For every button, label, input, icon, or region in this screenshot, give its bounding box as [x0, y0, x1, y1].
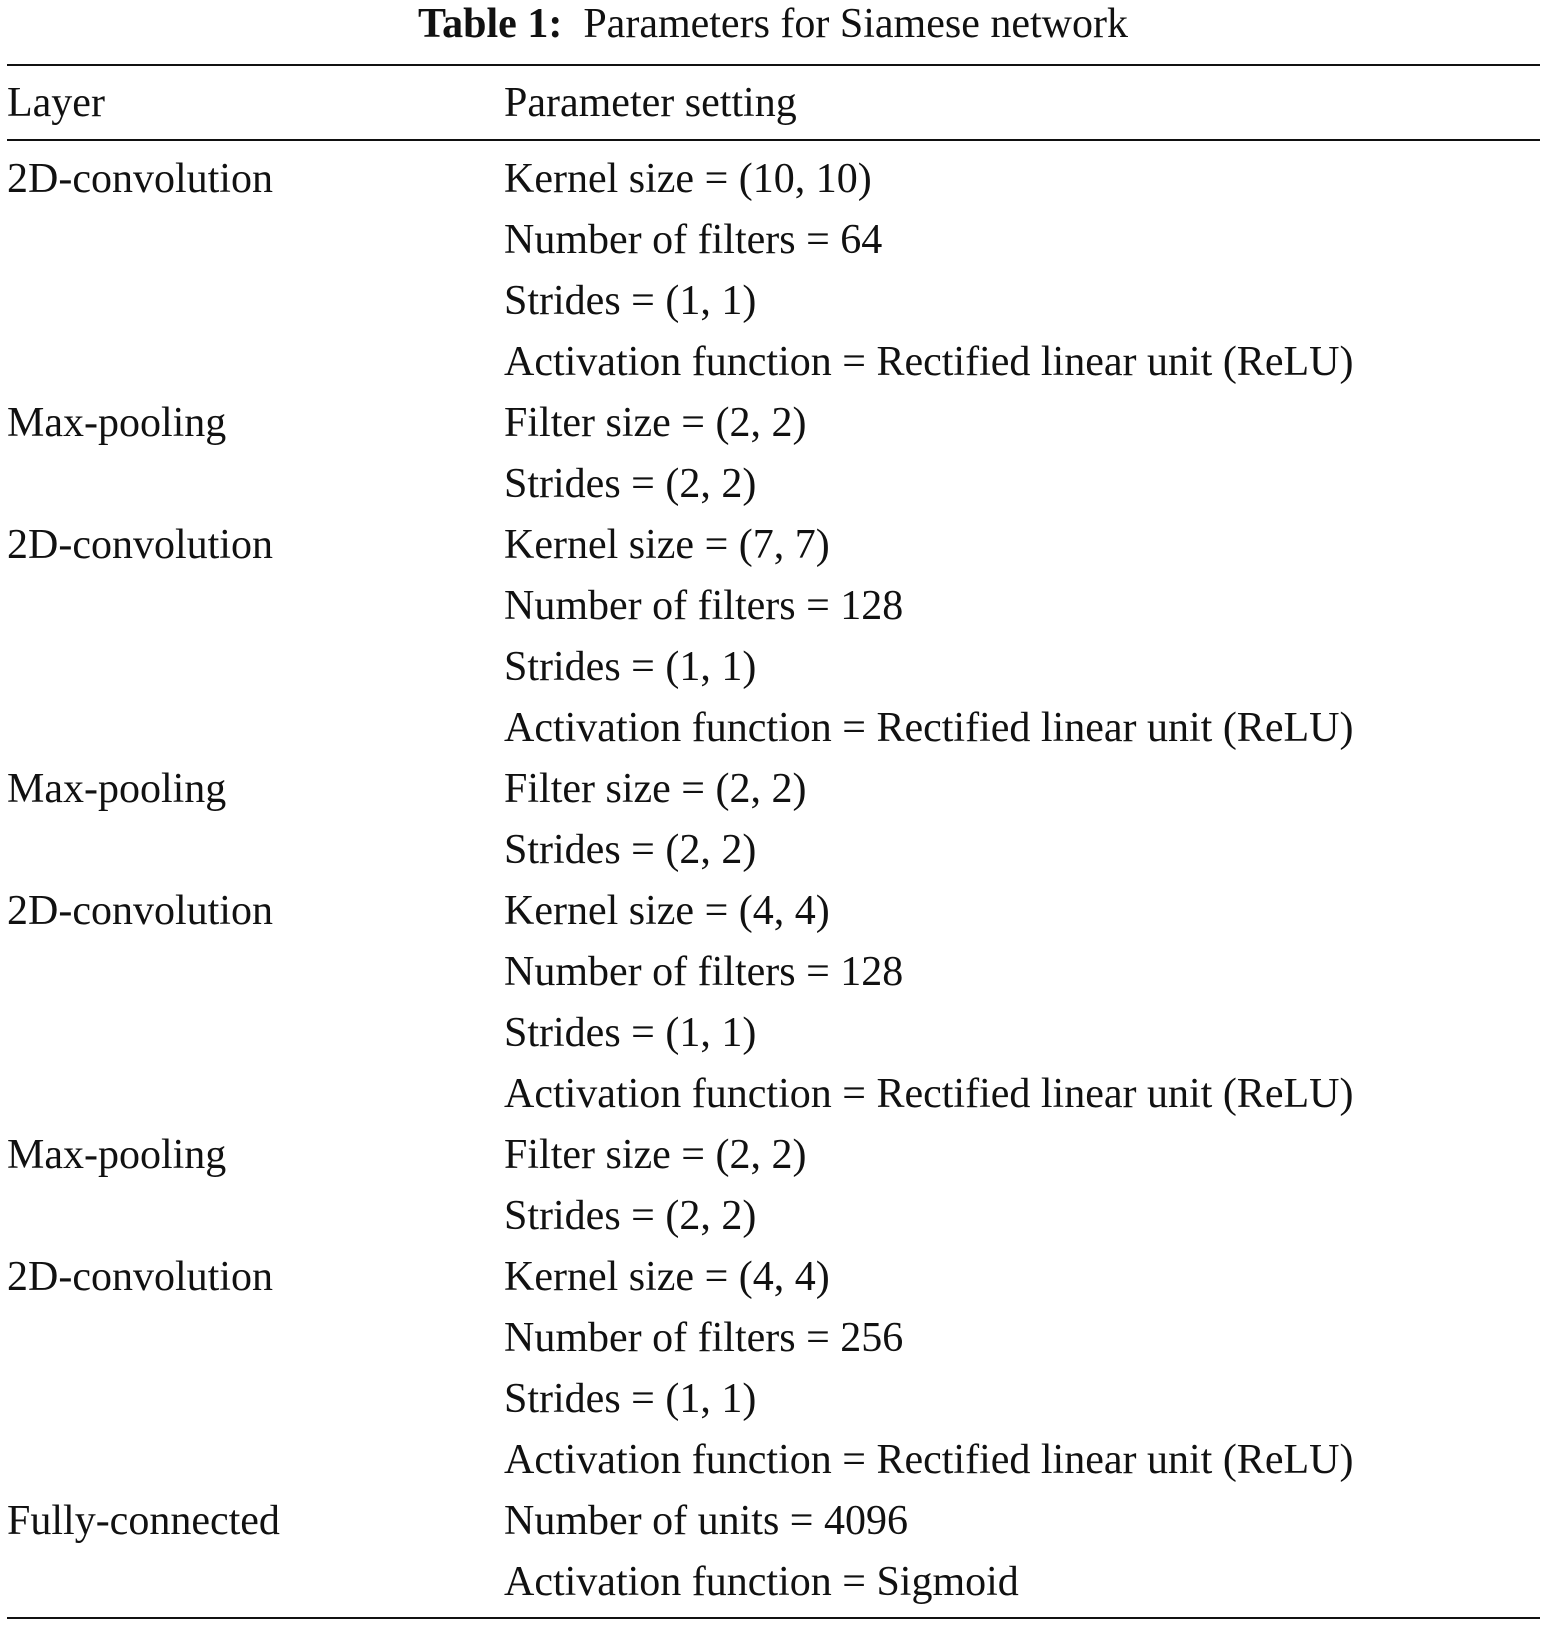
parameter-line: Strides = (2, 2)	[504, 827, 757, 873]
layer-name: 2D-convolution	[7, 522, 273, 568]
parameter-line: Kernel size = (4, 4)	[504, 1254, 830, 1300]
table-row	[7, 1125, 1540, 1247]
layer-name: Fully-connected	[7, 1498, 280, 1544]
layer-cell	[7, 515, 504, 576]
parameter-line: Number of filters = 128	[504, 583, 904, 629]
layer-cell	[7, 149, 504, 210]
table-row	[7, 1491, 1540, 1613]
layer-cell	[7, 393, 504, 454]
layer-name: Max-pooling	[7, 766, 227, 812]
header-layer: Layer	[7, 79, 105, 126]
parameter-line: Kernel size = (10, 10)	[504, 156, 872, 202]
layer-cell	[7, 1125, 504, 1186]
parameter-cell	[504, 515, 1540, 759]
table-row	[7, 393, 1540, 515]
table-row	[7, 515, 1540, 759]
layer-cell	[7, 1491, 504, 1552]
layer-name: Max-pooling	[7, 400, 227, 446]
bottom-rule	[7, 1617, 1540, 1619]
parameter-cell	[504, 1247, 1540, 1491]
parameter-cell	[504, 393, 1540, 515]
parameter-line: Strides = (2, 2)	[504, 1193, 757, 1239]
parameter-line: Strides = (1, 1)	[504, 644, 757, 690]
parameter-line: Activation function = Rectified linear unit (ReLU)	[504, 1437, 1354, 1483]
parameter-line: Kernel size = (7, 7)	[504, 522, 830, 568]
parameter-line: Activation function = Rectified linear unit (ReLU)	[504, 705, 1354, 751]
parameter-line: Strides = (2, 2)	[504, 461, 757, 507]
parameter-line: Filter size = (2, 2)	[504, 400, 807, 446]
parameter-cell	[504, 149, 1540, 393]
parameter-line: Number of filters = 128	[504, 949, 904, 995]
table-caption	[0, 0, 1546, 48]
parameter-line: Activation function = Sigmoid	[504, 1559, 1019, 1605]
parameter-line: Number of filters = 64	[504, 217, 883, 263]
table-row	[7, 1247, 1540, 1491]
table-row	[7, 149, 1540, 393]
parameters-table	[7, 64, 1540, 1619]
layer-cell	[7, 1247, 504, 1308]
table-header-row	[7, 66, 1540, 139]
layer-cell	[7, 881, 504, 942]
parameter-line: Number of units = 4096	[504, 1498, 908, 1544]
parameter-cell	[504, 1491, 1540, 1613]
table-caption-text: Parameters for Siamese network	[583, 1, 1128, 47]
parameter-line: Filter size = (2, 2)	[504, 766, 807, 812]
table-caption-label: Table 1:	[418, 1, 563, 47]
parameter-line: Activation function = Rectified linear unit (ReLU)	[504, 1071, 1354, 1117]
layer-name: 2D-convolution	[7, 156, 273, 202]
parameter-line: Strides = (1, 1)	[504, 1376, 757, 1422]
layer-name: 2D-convolution	[7, 1254, 273, 1300]
layer-name: 2D-convolution	[7, 888, 273, 934]
table-row	[7, 881, 1540, 1125]
parameter-cell	[504, 881, 1540, 1125]
table-row	[7, 759, 1540, 881]
table-body	[7, 141, 1540, 1617]
parameter-line: Filter size = (2, 2)	[504, 1132, 807, 1178]
parameter-line: Number of filters = 256	[504, 1315, 904, 1361]
parameter-line: Strides = (1, 1)	[504, 1010, 757, 1056]
parameter-cell	[504, 1125, 1540, 1247]
parameter-line: Strides = (1, 1)	[504, 278, 757, 324]
parameter-cell	[504, 759, 1540, 881]
parameter-line: Kernel size = (4, 4)	[504, 888, 830, 934]
layer-name: Max-pooling	[7, 1132, 227, 1178]
parameter-line: Activation function = Rectified linear unit (ReLU)	[504, 339, 1354, 385]
header-parameter-setting: Parameter setting	[504, 79, 797, 126]
layer-cell	[7, 759, 504, 820]
